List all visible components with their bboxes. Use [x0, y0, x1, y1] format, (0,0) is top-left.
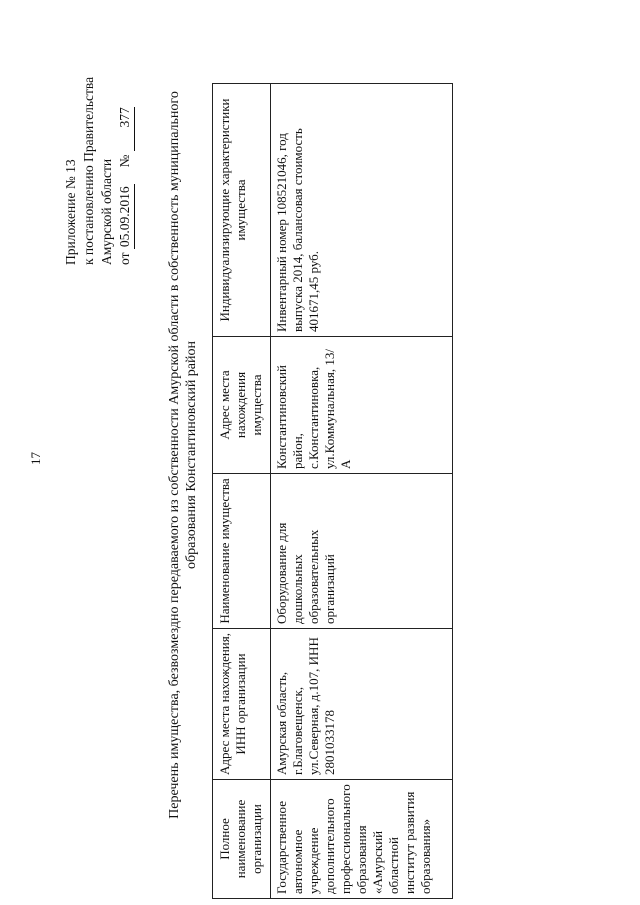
cell-org-address: Амурская область, г.Благовещенск, ул.Северная, д.107, ИНН 2801033178 — [271, 629, 453, 780]
cell-property-characteristics: Инвентарный номер 108521046, год выпуска 2014, балансовая стоимость 401671,45 руб. — [271, 84, 453, 337]
title-line1: Перечень имущества, безвозмездно передаваемого из собственности Амурской области в собственность муниципального — [167, 91, 182, 819]
header-property-name: Наименование имущества — [213, 474, 271, 629]
appendix-date-line — [116, 77, 135, 265]
cell-property-address: Константиновский район, с.Константиновка, ул.Коммунальная, 13/А — [271, 337, 453, 474]
date-prefix: от — [117, 252, 132, 265]
table-row — [271, 84, 453, 899]
appendix-header — [62, 77, 135, 265]
cell-property-name: Оборудование для дошкольных образовательных организаций — [271, 474, 453, 629]
appendix-line1: Приложение № 13 — [63, 159, 78, 265]
header-property-characteristics: Индивидуализирующие характеристики имущества — [213, 84, 271, 337]
header-org-address: Адрес места нахождения, ИНН организации — [213, 629, 271, 780]
document-title — [166, 35, 200, 875]
appendix-date: 05.09.2016 — [116, 184, 135, 249]
header-org-name: Полное наименование организации — [213, 780, 271, 899]
header-property-address: Адрес места нахождения имущества — [213, 337, 271, 474]
appendix-number: 377 — [116, 107, 135, 151]
number-prefix: № — [117, 154, 132, 168]
appendix-line2: к постановлению Правительства — [81, 76, 96, 265]
table-header-row — [213, 84, 271, 899]
property-table — [212, 83, 453, 899]
cell-org-name: Государственное автономное учреждение дополнительного профессионального образования «Амурский областной институт развития образования» — [271, 780, 453, 899]
appendix-line3: Амурской области — [99, 158, 114, 265]
title-line2: образования Константиновский район — [184, 340, 199, 570]
page-number: 17 — [28, 452, 43, 465]
